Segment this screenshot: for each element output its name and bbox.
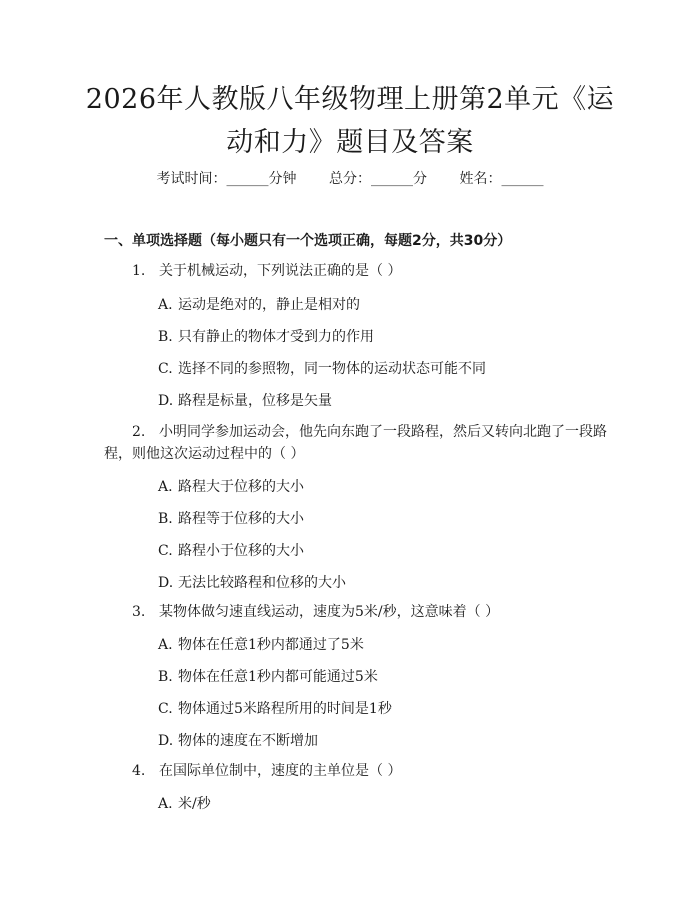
q1-option-a: A. 运动是绝对的，静止是相对的 [158,297,360,313]
title-line-1: 2026年人教版八年级物理上册第2单元《运 [85,84,615,115]
question-number: 4. [132,763,146,779]
question-2-continued [104,443,304,465]
exam-info [0,168,700,188]
exam-time: 考试时间：______分钟 [156,171,297,187]
question-number: 3. [132,604,146,620]
exam-score: 总分：______分 [329,171,427,187]
q1-option-c: C. 选择不同的参照物，同一物体的运动状态可能不同 [158,361,486,377]
question-text: 某物体做匀速直线运动，速度为5米/秒，这意味着（ ） [159,604,500,620]
q2-option-a: A. 路程大于位移的大小 [158,479,304,495]
q3-option-d: D. 物体的速度在不断增加 [158,733,318,749]
question-text-line-2: 程，则他这次运动过程中的（ ） [104,446,305,462]
question-text: 关于机械运动，下列说法正确的是（ ） [159,263,402,279]
q3-option-b: B. 物体在任意1秒内都可能通过5米 [158,669,378,685]
question-number: 1. [132,263,146,279]
q1-option-b: B. 只有静止的物体才受到力的作用 [158,329,374,345]
q4-option-a: A. 米/秒 [158,796,211,812]
q1-option-d: D. 路程是标量，位移是矢量 [158,393,332,409]
question-number: 2. [132,424,146,440]
question-text-line-1: 小明同学参加运动会，他先向东跑了一段路程，然后又转向北跑了一段路 [159,424,607,440]
q2-option-d: D. 无法比较路程和位移的大小 [158,575,346,591]
question-4 [132,760,401,782]
q3-option-c: C. 物体通过5米路程所用的时间是1秒 [158,701,392,717]
document-title [60,78,640,164]
question-2 [132,421,607,443]
question-3 [132,601,499,623]
question-1 [132,260,401,282]
section-heading: 一、单项选择题（每小题只有一个选项正确，每题2分，共30分） [104,233,512,249]
q2-option-c: C. 路程小于位移的大小 [158,543,304,559]
exam-name: 姓名：______ [459,171,544,187]
question-text: 在国际单位制中，速度的主单位是（ ） [159,763,402,779]
q2-option-b: B. 路程等于位移的大小 [158,511,304,527]
title-line-2: 动和力》题目及答案 [226,127,474,158]
q3-option-a: A. 物体在任意1秒内都通过了5米 [158,637,364,653]
